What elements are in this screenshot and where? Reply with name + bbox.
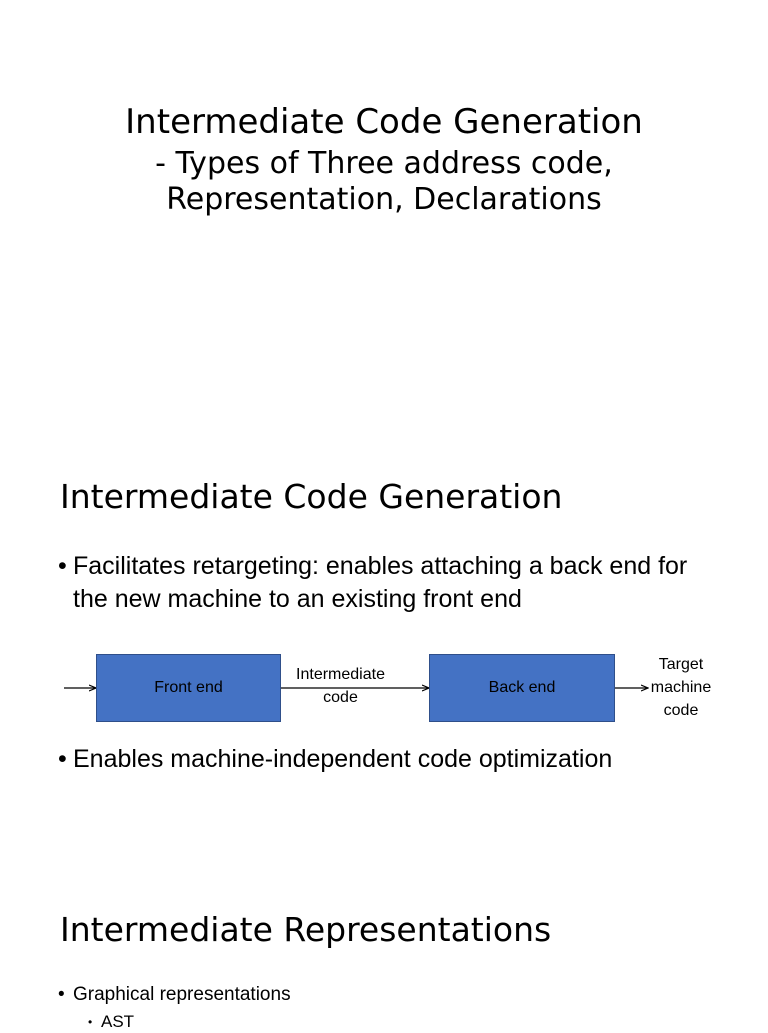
bullet-icon: • <box>88 1015 93 1029</box>
bullet-text: Facilitates retargeting: enables attaching a back end for the new machine to an existing front end <box>73 552 688 613</box>
back-end-label: Back end <box>488 679 556 696</box>
subtitle-line-1: - Types of Three address code, <box>155 146 613 181</box>
target-label-line-1: Target <box>658 656 704 673</box>
intermediate-label-line-1: Intermediate <box>296 666 385 683</box>
bullet-item <box>58 983 291 1007</box>
target-label-line-3: code <box>663 702 699 719</box>
slide-subtitle <box>0 146 768 218</box>
compiler-pipeline-diagram <box>0 645 768 735</box>
subtitle-line-2: Representation, Declarations <box>166 182 602 217</box>
front-end-box <box>96 654 281 722</box>
bullet-icon: • <box>58 745 67 773</box>
target-code-label <box>644 653 718 722</box>
slide-heading: Intermediate Code Generation <box>60 477 563 516</box>
target-label-line-2: machine <box>650 679 712 696</box>
front-end-label: Front end <box>154 679 223 696</box>
bullet-text: Enables machine-independent code optimization <box>73 745 613 773</box>
bullet-item <box>58 550 718 616</box>
intermediate-label-line-2: code <box>323 689 358 706</box>
bullet-item <box>58 743 718 776</box>
bullet-text: Graphical representations <box>73 984 291 1005</box>
slide-title: Intermediate Code Generation <box>125 102 643 142</box>
intermediate-code-label <box>283 663 398 709</box>
slide-heading: Intermediate Representations <box>60 910 552 949</box>
bullet-icon: • <box>58 552 67 580</box>
back-end-box <box>429 654 615 722</box>
sub-bullet-text: AST <box>101 1012 135 1031</box>
bullet-icon: • <box>58 984 65 1005</box>
sub-bullet-item <box>88 1011 134 1033</box>
